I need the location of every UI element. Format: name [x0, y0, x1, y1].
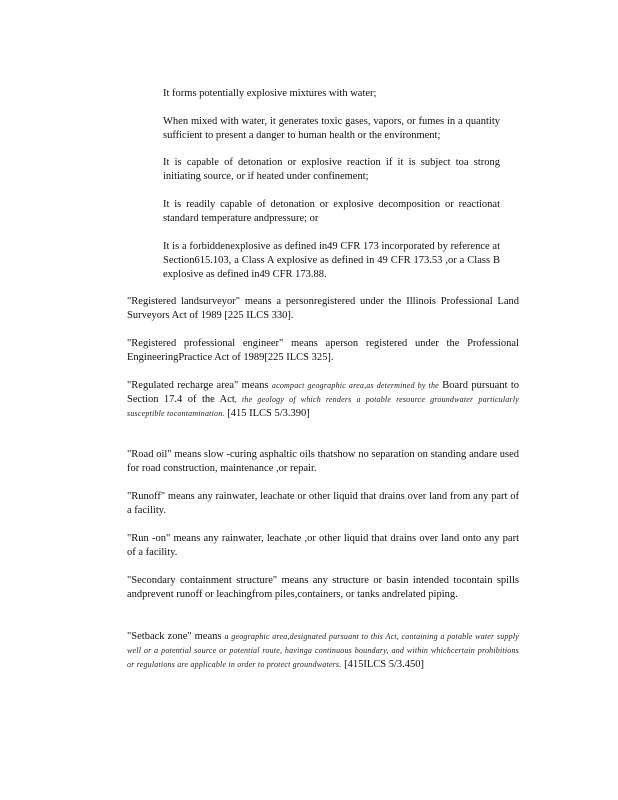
regulated-recharge-area-board-text: Board pursuant to Section 17.4 of the Act — [127, 380, 520, 405]
definition-runoff: "Runoff" means any rainwater, leachate or other liquid that drains over land from any part of a facility. — [127, 491, 519, 516]
definition-run-on: "Run -on" means any rainwater, leachate ,or other liquid that drains over land onto any part of a facility. — [127, 533, 519, 558]
regulated-recharge-area-citation: [415 ILCS 5/3.390] — [227, 408, 310, 419]
list-item-detonation-capable: It is capable of detonation or explosive reaction if it is subject toa strong initiating source, or if heated under confinement; — [163, 157, 500, 182]
list-item-forbidden-explosive: It is a forbiddenexplosive as defined in49 CFR 173 incorporated by reference at Section615.103, a Class A explosive as defined in 49 CFR 173.53 ,or a Class B explosive as defined in49 CFR 173.88. — [163, 241, 500, 280]
list-item-toxic-gases: When mixed with water, it generates toxic gases, vapors, or fumes in a quantity sufficient to present a danger to human health or the environment; — [163, 116, 500, 141]
regulated-recharge-area-geology-text: , the geology of which renders a potable resource groundwater particularly susceptible tocontamination. — [127, 395, 519, 418]
regulated-recharge-area-italic-text: acompact geographic area,as determined by the — [271, 381, 439, 390]
definition-road-oil: "Road oil" means slow -curing asphaltic oils thatshow no separation on standing andare used for road construction, maintenance ,or repair. — [127, 449, 519, 474]
definition-setback-zone — [127, 630, 519, 672]
regulated-recharge-area-term: "Regulated recharge area" means — [127, 380, 269, 391]
setback-zone-citation: [415ILCS 5/3.450] — [344, 659, 424, 670]
definition-secondary-containment-structure: "Secondary containment structure" means any structure or basin intended tocontain spills andprevent runoff or leachingfrom piles,containers, or tanks andrelated piping. — [127, 575, 519, 600]
setback-zone-term: "Setback zone" means — [127, 631, 222, 642]
list-item-readily-detonable: It is readily capable of detonation or explosive decomposition or reactionat standard temperature andpressure; or — [163, 199, 500, 224]
definition-regulated-recharge-area — [127, 379, 519, 421]
list-item-mixtures-with-water: It forms potentially explosive mixtures with water; — [163, 88, 377, 99]
definition-registered-land-surveyor: "Registered landsurveyor" means a personregistered under the Illinois Professional Land Surveyors Act of 1989 [225 ILCS 330]. — [127, 296, 519, 321]
definition-registered-professional-engineer: "Registered professional engineer" means aperson registered under the Professional EngineeringPractice Act of 1989[225 ILCS 325]. — [127, 338, 519, 363]
setback-zone-italic-text: a geographic area,designated pursuant to this Act, containing a potable water supply well or a potential source or potential route, havinga continuous boundary, and within whichcertain prohibitions or regulations are applicable in order to protect groundwaters. — [127, 632, 519, 669]
